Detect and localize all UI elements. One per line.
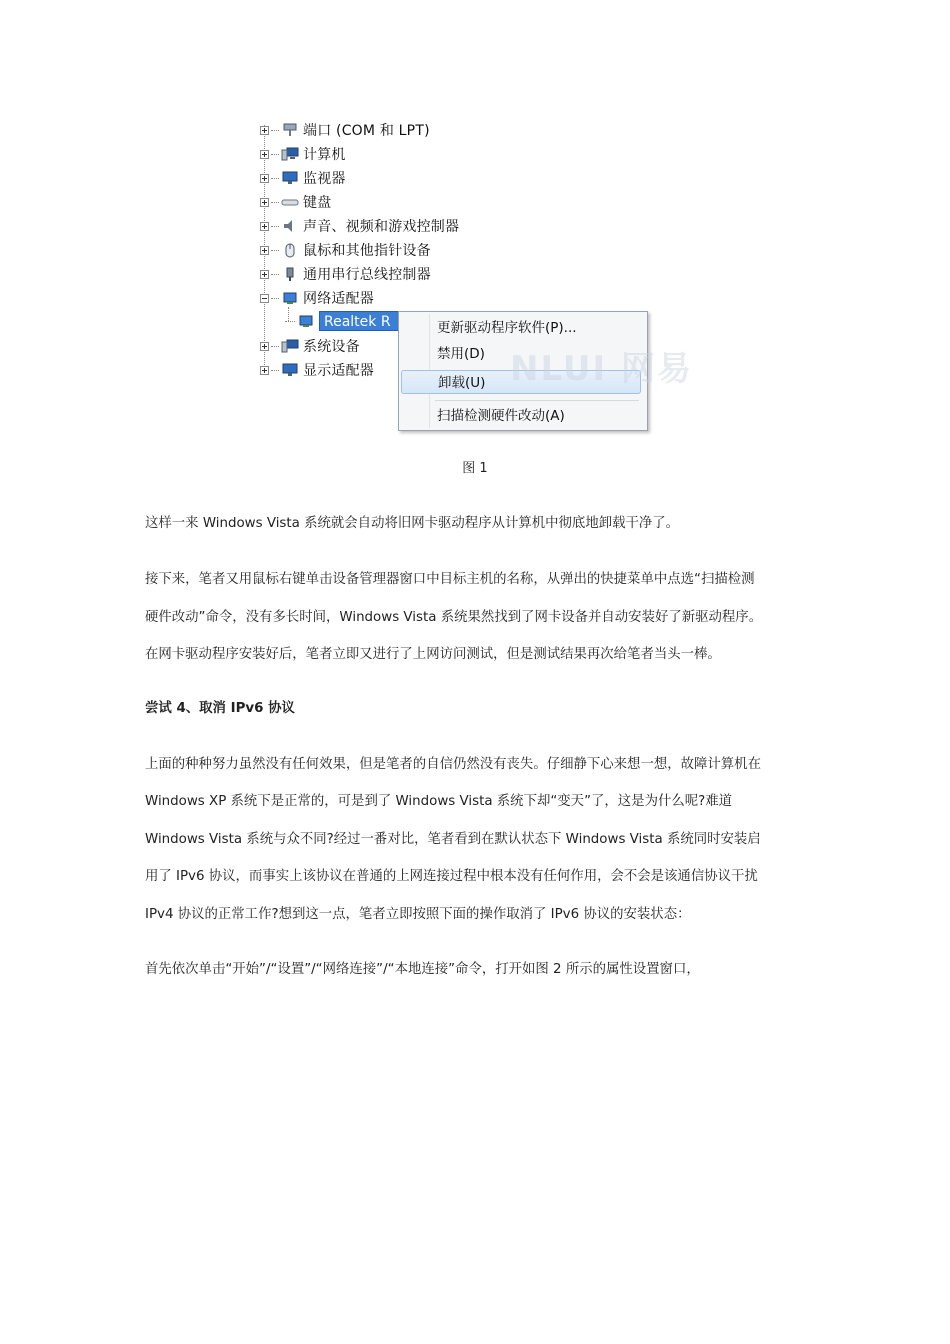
collapse-minus-icon[interactable] xyxy=(260,294,269,303)
section-heading: 尝试 4、取消 IPv6 协议 xyxy=(145,701,295,716)
menu-item-update-driver[interactable]: 更新驱动程序软件(P)... xyxy=(437,320,577,336)
expand-plus-icon[interactable] xyxy=(260,246,269,255)
tree-item-label: 网络适配器 xyxy=(303,291,374,307)
tree-item-label: 鼠标和其他指针设备 xyxy=(303,243,431,259)
expand-plus-icon[interactable] xyxy=(260,126,269,135)
expand-plus-icon[interactable] xyxy=(260,198,269,207)
paragraph-line: Windows Vista 系统与众不同?经过一番对比，笔者看到在默认状态下 Windows Vista 系统同时安装启 xyxy=(145,832,761,847)
expand-plus-icon[interactable] xyxy=(260,270,269,279)
expand-plus-icon[interactable] xyxy=(260,342,269,351)
paragraph-line: 上面的种种努力虽然没有任何效果，但是笔者的自信仍然没有丧失。仔细静下心来想一想，故障计算机在 xyxy=(145,757,761,772)
tree-item-label: 声音、视频和游戏控制器 xyxy=(303,219,460,235)
tree-item-monitor[interactable] xyxy=(255,167,346,189)
paragraph-line: 首先依次单击“开始”/“设置”/“网络连接”/“本地连接”命令，打开如图 2 所示的属性设置窗口， xyxy=(145,962,700,977)
paragraph: 这样一来 Windows Vista 系统就会自动将旧网卡驱动程序从计算机中彻底地卸载干净了。 xyxy=(145,516,680,531)
paragraph-line: IPv4 协议的正常工作?想到这一点，笔者立即按照下面的操作取消了 IPv6 协议的安装状态： xyxy=(145,907,691,922)
tree-item-label: 系统设备 xyxy=(303,339,360,355)
usb-icon xyxy=(281,266,299,282)
tree-item-display-adapters[interactable] xyxy=(255,359,374,381)
network-adapter-icon xyxy=(281,290,299,306)
paragraph-line: 用了 IPv6 协议，而事实上该协议在普通的上网连接过程中根本没有任何作用，会不会是该通信协议干扰 xyxy=(145,869,758,884)
expand-plus-icon[interactable] xyxy=(260,366,269,375)
tree-item-label: 键盘 xyxy=(303,195,332,211)
tree-item-label: 端口 (COM 和 LPT) xyxy=(303,123,430,139)
menu-item-scan-hardware[interactable]: 扫描检测硬件改动(A) xyxy=(437,408,565,424)
tree-item-system-devices[interactable] xyxy=(255,335,360,357)
monitor-icon xyxy=(281,170,299,186)
computer-icon xyxy=(281,146,299,162)
tree-item-keyboard[interactable] xyxy=(255,191,331,213)
expand-plus-icon[interactable] xyxy=(260,174,269,183)
tree-item-label: 通用串行总线控制器 xyxy=(303,267,431,283)
paragraph-line: 硬件改动”命令，没有多长时间，Windows Vista 系统果然找到了网卡设备并自动安装好了新驱动程序。 xyxy=(145,610,763,625)
paragraph-line: 接下来，笔者又用鼠标右键单击设备管理器窗口中目标主机的名称，从弹出的快捷菜单中点选“扫描检测 xyxy=(145,572,755,587)
paragraph-line: Windows XP 系统下是正常的，可是到了 Windows Vista 系统下却“变天”了，这是为什么呢?难道 xyxy=(145,794,733,809)
selected-device-label: Realtek R xyxy=(319,311,639,331)
system-device-icon xyxy=(281,338,299,354)
watermark: NLUI 网易 xyxy=(510,349,694,389)
expand-plus-icon[interactable] xyxy=(260,150,269,159)
tree-item-sound[interactable] xyxy=(255,215,459,237)
menu-separator xyxy=(435,400,639,401)
port-icon xyxy=(281,122,299,138)
tree-item-label: 显示适配器 xyxy=(303,363,374,379)
tree-item-usb[interactable] xyxy=(255,263,431,285)
menu-item-disable[interactable]: 禁用(D) xyxy=(437,346,485,362)
device-manager-figure xyxy=(255,117,694,424)
tree-item-ports[interactable] xyxy=(255,119,430,141)
speaker-icon xyxy=(281,218,299,234)
display-adapter-icon xyxy=(281,362,299,378)
figure-caption: 图 1 xyxy=(462,461,488,476)
menu-item-uninstall[interactable]: 卸载(U) xyxy=(401,370,641,394)
expand-plus-icon[interactable] xyxy=(260,222,269,231)
network-card-icon xyxy=(297,313,315,329)
mouse-icon xyxy=(281,242,299,258)
tree-item-mouse[interactable] xyxy=(255,239,431,261)
tree-item-label: 计算机 xyxy=(303,147,346,163)
keyboard-icon xyxy=(281,194,299,210)
tree-item-network-adapters[interactable] xyxy=(255,287,374,309)
tree-item-computer[interactable] xyxy=(255,143,346,165)
paragraph-line: 在网卡驱动程序安装好后，笔者立即又进行了上网访问测试，但是测试结果再次给笔者当头一棒。 xyxy=(145,647,721,662)
tree-item-label: 监视器 xyxy=(303,171,346,187)
